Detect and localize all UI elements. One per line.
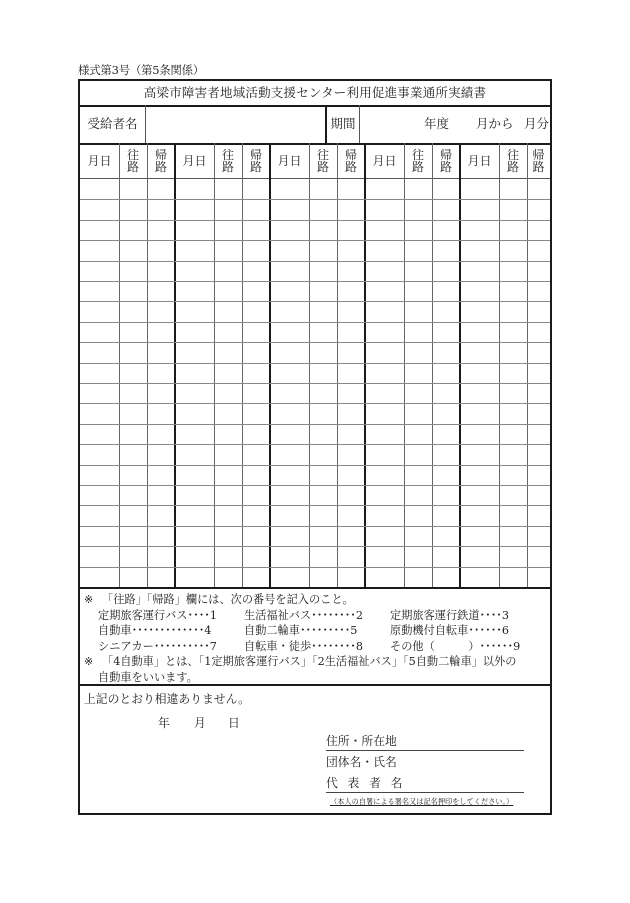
header-return-char: 帰 bbox=[249, 147, 262, 162]
header-outbound-char: 往 bbox=[316, 147, 329, 162]
org-name-field[interactable] bbox=[326, 753, 524, 771]
address-field[interactable] bbox=[326, 732, 524, 751]
row-divider bbox=[80, 220, 550, 221]
header-outbound-char: 路 bbox=[221, 159, 234, 174]
row-divider bbox=[80, 403, 550, 404]
header-date: 月日 bbox=[80, 143, 119, 179]
note-mark: ※ bbox=[84, 655, 94, 668]
header-outbound-char: 往 bbox=[411, 147, 424, 162]
header-return-char: 路 bbox=[249, 159, 262, 174]
column-divider bbox=[459, 143, 461, 587]
recipient-row bbox=[80, 105, 550, 145]
row-divider bbox=[80, 301, 550, 302]
header-outbound-char: 路 bbox=[126, 159, 139, 174]
header-return-char: 帰 bbox=[344, 147, 357, 162]
header-return bbox=[432, 143, 460, 179]
code-item: 定期旅客運行鉄道････3 bbox=[390, 608, 509, 622]
code-item: 自動二輪車･････････5 bbox=[244, 624, 358, 637]
attendance-grid bbox=[80, 143, 550, 587]
column-divider bbox=[147, 143, 148, 587]
note-instruction: 「往路」「帰路」欄には、次の番号を記入のこと。 bbox=[102, 593, 354, 606]
period-from-label: 月から bbox=[476, 116, 514, 131]
header-outbound-char: 路 bbox=[411, 159, 424, 174]
report-form bbox=[78, 79, 552, 815]
header-outbound-char: 路 bbox=[316, 159, 329, 174]
row-divider bbox=[80, 567, 550, 568]
header-return-char: 路 bbox=[154, 159, 167, 174]
signature-note: （本人の自署による署名又は記名押印をしてください。） bbox=[330, 797, 514, 806]
header-date: 月日 bbox=[365, 143, 404, 179]
code-item: 原動機付自転車･･････6 bbox=[390, 624, 509, 637]
date-day-label: 日 bbox=[228, 716, 240, 730]
code-row bbox=[84, 623, 550, 639]
recipient-name-field[interactable] bbox=[146, 105, 327, 143]
column-divider bbox=[499, 143, 500, 587]
header-date: 月日 bbox=[175, 143, 214, 179]
column-divider bbox=[309, 143, 310, 587]
row-divider bbox=[80, 281, 550, 282]
header-return-char: 帰 bbox=[154, 147, 167, 162]
code-item: 定期旅客運行バス････1 bbox=[98, 608, 217, 622]
row-divider bbox=[80, 322, 550, 323]
row-divider bbox=[80, 383, 550, 384]
column-divider bbox=[174, 143, 176, 587]
column-divider bbox=[364, 143, 366, 587]
row-divider bbox=[80, 342, 550, 343]
code-item: 生活福祉バス････････2 bbox=[244, 608, 363, 622]
period-year-label: 年度 bbox=[424, 116, 450, 131]
header-outbound bbox=[309, 143, 337, 179]
note-definition-cont: 自動車をいいます。 bbox=[98, 670, 198, 684]
code-item: その他（ ）･･････9 bbox=[390, 639, 521, 653]
header-date: 月日 bbox=[270, 143, 309, 179]
notes-section bbox=[80, 587, 550, 686]
row-divider bbox=[80, 465, 550, 466]
header-outbound-char: 往 bbox=[506, 147, 519, 162]
signature-section bbox=[80, 686, 550, 813]
column-divider bbox=[404, 143, 405, 587]
address-label: 住所・所在地 bbox=[326, 734, 397, 748]
representative-field[interactable] bbox=[326, 774, 524, 793]
row-divider bbox=[80, 546, 550, 547]
representative-label: 代 表 者 名 bbox=[326, 776, 406, 790]
row-divider bbox=[80, 240, 550, 241]
header-outbound-char: 往 bbox=[126, 147, 139, 162]
column-divider bbox=[242, 143, 243, 587]
column-divider bbox=[214, 143, 215, 587]
column-divider bbox=[119, 143, 120, 587]
header-return-char: 路 bbox=[344, 159, 357, 174]
row-divider bbox=[80, 261, 550, 262]
date-month-label: 月 bbox=[194, 716, 206, 730]
column-divider bbox=[337, 143, 338, 587]
header-outbound bbox=[499, 143, 527, 179]
header-outbound-char: 往 bbox=[221, 147, 234, 162]
header-date: 月日 bbox=[460, 143, 499, 179]
header-return-char: 路 bbox=[532, 159, 545, 174]
row-divider bbox=[80, 444, 550, 445]
code-item: 自動車･････････････4 bbox=[98, 624, 212, 637]
code-item: シニアカー･･････････7 bbox=[98, 639, 217, 653]
code-row bbox=[84, 639, 550, 655]
row-divider bbox=[80, 526, 550, 527]
header-outbound bbox=[404, 143, 432, 179]
row-divider bbox=[80, 505, 550, 506]
header-outbound-char: 路 bbox=[506, 159, 519, 174]
column-divider bbox=[527, 143, 528, 587]
header-return-char: 帰 bbox=[439, 147, 452, 162]
code-row bbox=[84, 608, 550, 624]
period-to-label: 月分 bbox=[524, 116, 550, 131]
period-label: 期間 bbox=[327, 105, 360, 143]
header-outbound bbox=[119, 143, 147, 179]
header-return bbox=[147, 143, 175, 179]
form-number-label: 様式第3号（第5条関係） bbox=[78, 63, 205, 77]
form-title: 高梁市障害者地域活動支援センター利用促進事業通所実績書 bbox=[80, 81, 550, 107]
header-return bbox=[242, 143, 270, 179]
header-return bbox=[337, 143, 365, 179]
header-outbound bbox=[214, 143, 242, 179]
header-return bbox=[527, 143, 550, 179]
declaration-statement: 上記のとおり相違ありません。 bbox=[84, 692, 250, 706]
header-return-char: 路 bbox=[439, 159, 452, 174]
header-return-char: 帰 bbox=[532, 147, 545, 162]
note-definition: 「4自動車」とは、「1定期旅客運行バス」「2生活福祉バス」「5自動二輪車」以外の bbox=[102, 655, 517, 668]
row-divider bbox=[80, 485, 550, 486]
column-divider bbox=[269, 143, 271, 587]
recipient-name-label: 受給者名 bbox=[80, 105, 146, 143]
date-year-label: 年 bbox=[158, 716, 170, 730]
note-mark: ※ bbox=[84, 593, 94, 606]
period-field[interactable] bbox=[360, 105, 550, 143]
org-name-label: 団体名・氏名 bbox=[326, 755, 397, 769]
row-divider bbox=[80, 363, 550, 364]
code-item: 自転車・徒歩････････8 bbox=[244, 639, 363, 653]
row-divider bbox=[80, 199, 550, 200]
row-divider bbox=[80, 424, 550, 425]
column-divider bbox=[432, 143, 433, 587]
